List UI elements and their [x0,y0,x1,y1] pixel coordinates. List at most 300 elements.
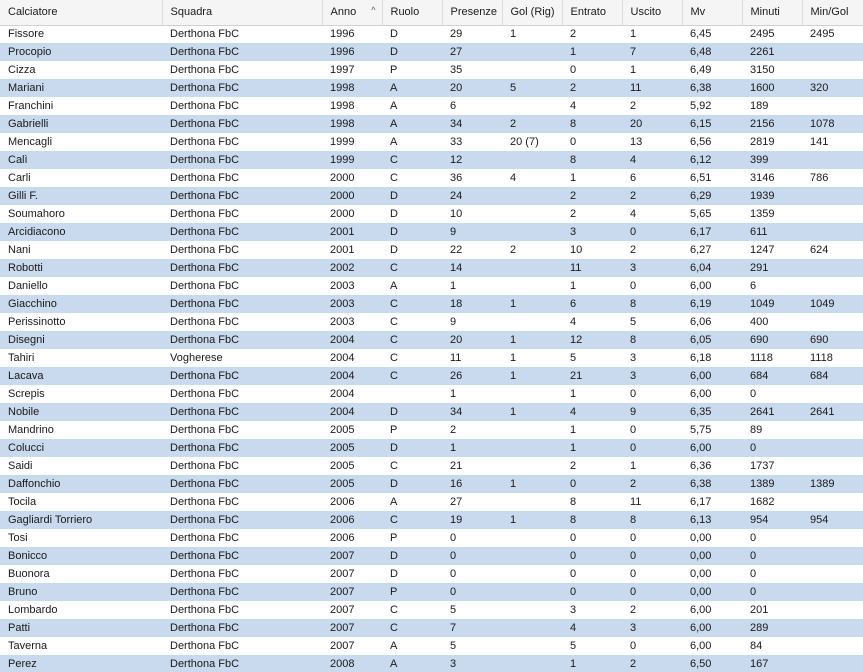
cell-uscito: 8 [630,298,637,310]
cell-presenze: 24 [450,190,463,202]
cell-ruolo: C [390,352,398,364]
cell-minuti: 400 [750,316,769,328]
cell-gol-rig [502,637,562,655]
cell-ruolo: A [390,496,398,508]
cell-squadra: Derthona FbC [170,622,240,634]
cell-squadra: Derthona FbC [170,460,240,472]
cell-entrato: 0 [570,586,577,598]
cell-presenze: 5 [450,604,457,616]
table-row[interactable] [0,79,863,97]
cell-gol-rig: 1 [510,28,517,41]
column-header-min-gol[interactable] [802,0,863,25]
cell-mv: 6,36 [690,460,712,472]
column-header-label: Min/Gol [810,6,849,19]
cell-entrato: 2 [570,82,577,94]
cell-minuti: 2495 [750,28,775,41]
cell-gol-rig [502,601,562,619]
cell-mv: 5,65 [690,208,712,220]
cell-mv: 0,00 [690,568,712,580]
cell-presenze: 34 [450,118,463,130]
cell-squadra: Derthona FbC [170,280,240,292]
cell-min-gol: 684 [810,370,829,382]
cell-presenze: 27 [450,46,463,58]
cell-ruolo: D [390,478,398,490]
cell-uscito: 2 [630,190,637,202]
cell-calciatore: Franchini [8,100,54,112]
cell-calciatore: Bruno [8,586,38,598]
cell-ruolo: P [390,424,398,436]
cell-minuti: 954 [750,514,769,526]
cell-min-gol [802,529,863,547]
table-row[interactable] [0,493,863,511]
cell-ruolo: D [390,46,398,58]
cell-uscito: 3 [630,352,637,364]
table-row[interactable] [0,367,863,385]
cell-mv: 6,00 [690,370,712,382]
cell-min-gol [802,223,863,241]
cell-calciatore: Daniello [8,280,48,292]
cell-min-gol [802,457,863,475]
cell-gol-rig [502,655,562,672]
cell-min-gol [802,97,863,115]
cell-anno: 2004 [330,406,355,418]
cell-uscito: 3 [630,622,637,634]
cell-uscito: 3 [630,262,637,274]
cell-mv: 0,00 [690,532,712,544]
cell-mv: 6,38 [690,82,712,94]
cell-calciatore: Daffonchio [8,478,61,490]
cell-gol-rig: 4 [510,172,517,184]
cell-anno: 2005 [330,442,355,454]
cell-anno: 2005 [330,424,355,436]
column-header-presenze[interactable] [442,0,502,25]
cell-gol-rig [502,565,562,583]
column-header-calciatore[interactable] [0,0,162,25]
cell-entrato: 5 [570,352,577,364]
table-row[interactable] [0,331,863,349]
cell-minuti: 89 [750,424,763,436]
cell-entrato: 8 [570,514,577,526]
cell-calciatore: Bonicco [8,550,48,562]
cell-ruolo: C [390,460,398,472]
cell-anno: 2006 [330,496,355,508]
table-row[interactable] [0,475,863,493]
cell-anno: 2007 [330,550,355,562]
table-row[interactable] [0,421,863,439]
cell-squadra: Derthona FbC [170,190,240,202]
cell-mv: 0,00 [690,550,712,562]
cell-squadra: Derthona FbC [170,550,240,562]
cell-presenze: 0 [450,568,457,580]
cell-entrato: 2 [570,460,577,472]
cell-gol-rig [502,529,562,547]
cell-mv: 6,00 [690,388,712,400]
table-row[interactable] [0,133,863,151]
cell-uscito: 4 [630,154,637,166]
table-row[interactable] [0,637,863,655]
cell-squadra: Derthona FbC [170,244,240,256]
cell-uscito: 20 [630,118,643,130]
cell-squadra: Vogherese [170,352,223,364]
cell-calciatore: Saidi [8,460,33,472]
cell-gol-rig [502,205,562,223]
cell-uscito: 0 [630,280,637,292]
cell-presenze: 0 [450,532,457,544]
cell-gol-rig: 20 (7) [510,136,539,148]
cell-minuti: 1389 [750,478,775,490]
cell-min-gol [802,601,863,619]
table-row[interactable] [0,259,863,277]
cell-anno: 2006 [330,532,355,544]
cell-anno: 1999 [330,154,355,166]
cell-entrato: 6 [570,298,577,310]
cell-uscito: 2 [630,604,637,616]
cell-ruolo: C [390,154,398,166]
cell-presenze: 29 [450,28,463,41]
cell-gol-rig [502,277,562,295]
cell-ruolo: A [390,640,398,652]
cell-ruolo: A [390,136,398,148]
table-row[interactable] [0,403,863,421]
cell-uscito: 5 [630,316,637,328]
table-row[interactable] [0,601,863,619]
cell-calciatore: Lacava [8,370,44,382]
cell-min-gol [802,439,863,457]
cell-mv: 6,00 [690,622,712,634]
cell-presenze: 27 [450,496,463,508]
cell-calciatore: Tocila [8,496,37,508]
cell-uscito: 2 [630,244,637,256]
cell-entrato: 4 [570,100,577,112]
cell-mv: 6,05 [690,334,712,346]
cell-ruolo: A [390,118,398,130]
cell-calciatore: Mariani [8,82,45,94]
cell-calciatore: Mandrino [8,424,54,436]
cell-squadra: Derthona FbC [170,370,240,382]
cell-entrato: 0 [570,64,577,76]
cell-calciatore: Calì [8,154,28,166]
cell-squadra: Derthona FbC [170,424,240,436]
table-row[interactable] [0,565,863,583]
cell-uscito: 1 [630,460,637,472]
cell-min-gol [802,619,863,637]
cell-ruolo: P [390,64,398,76]
cell-ruolo: C [390,604,398,616]
cell-mv: 6,17 [690,226,712,238]
cell-anno: 2007 [330,568,355,580]
cell-ruolo: D [390,226,398,238]
cell-minuti: 201 [750,604,769,616]
cell-squadra: Derthona FbC [170,604,240,616]
table-row[interactable] [0,61,863,79]
table-row[interactable] [0,511,863,529]
cell-mv: 6,45 [690,28,712,41]
cell-minuti: 0 [750,388,757,400]
cell-minuti: 399 [750,154,769,166]
table-row[interactable] [0,25,863,43]
cell-ruolo: P [390,532,398,544]
cell-mv: 5,92 [690,100,712,112]
cell-uscito: 9 [630,406,637,418]
cell-presenze: 18 [450,298,463,310]
cell-calciatore: Gagliardi Torriero [8,514,93,526]
cell-anno: 2007 [330,622,355,634]
cell-minuti: 1682 [750,496,775,508]
cell-anno: 2007 [330,640,355,652]
cell-presenze: 14 [450,262,463,274]
table-row[interactable] [0,223,863,241]
cell-mv: 6,38 [690,478,712,490]
table-row[interactable] [0,43,863,61]
cell-squadra: Derthona FbC [170,442,240,454]
column-header-entrato[interactable] [562,0,622,25]
cell-min-gol: 954 [810,514,829,526]
cell-presenze: 34 [450,406,463,418]
table-row[interactable] [0,169,863,187]
table-row[interactable] [0,205,863,223]
cell-presenze: 1 [450,442,457,454]
cell-uscito: 0 [630,388,637,400]
cell-mv: 6,48 [690,46,712,58]
cell-uscito: 6 [630,172,637,184]
cell-squadra: Derthona FbC [170,388,240,400]
cell-min-gol [802,493,863,511]
cell-min-gol: 1078 [810,118,835,130]
cell-gol-rig [502,313,562,331]
cell-anno: 2003 [330,298,355,310]
cell-minuti: 2261 [750,46,775,58]
table-row[interactable] [0,349,863,367]
cell-min-gol [802,421,863,439]
cell-minuti: 1359 [750,208,775,220]
cell-presenze: 36 [450,172,463,184]
cell-presenze: 9 [450,316,457,328]
cell-minuti: 3146 [750,172,775,184]
cell-squadra: Derthona FbC [170,496,240,508]
cell-mv: 6,19 [690,298,712,310]
cell-anno: 2000 [330,172,355,184]
cell-calciatore: Tahiri [8,352,35,364]
cell-squadra: Derthona FbC [170,28,240,41]
cell-min-gol [802,655,863,672]
cell-minuti: 289 [750,622,769,634]
cell-anno: 2008 [330,658,355,670]
cell-calciatore: Gilli F. [8,190,38,202]
cell-anno: 2001 [330,226,355,238]
cell-calciatore: Perissinotto [8,316,66,328]
cell-calciatore: Lombardo [8,604,58,616]
cell-gol-rig: 2 [510,244,517,256]
cell-squadra: Derthona FbC [170,640,240,652]
cell-minuti: 0 [750,568,757,580]
cell-entrato: 1 [570,172,577,184]
cell-entrato: 1 [570,442,577,454]
column-header-label: Presenze [450,6,497,19]
cell-ruolo [382,385,442,403]
cell-presenze: 1 [450,280,457,292]
cell-minuti: 84 [750,640,763,652]
cell-uscito: 1 [630,28,637,41]
cell-gol-rig [502,493,562,511]
cell-mv: 6,27 [690,244,712,256]
cell-squadra: Derthona FbC [170,532,240,544]
cell-ruolo: D [390,406,398,418]
table-row[interactable] [0,583,863,601]
table-row[interactable] [0,241,863,259]
column-header-anno[interactable] [322,0,382,25]
table-row[interactable] [0,655,863,672]
cell-uscito: 2 [630,658,637,670]
cell-entrato: 3 [570,226,577,238]
cell-anno: 1998 [330,82,355,94]
cell-presenze: 21 [450,460,463,472]
cell-minuti: 0 [750,586,757,598]
cell-anno: 1997 [330,64,355,76]
table-row[interactable] [0,457,863,475]
cell-mv: 6,49 [690,64,712,76]
cell-anno: 2003 [330,280,355,292]
cell-entrato: 1 [570,46,577,58]
cell-anno: 2007 [330,586,355,598]
cell-mv: 6,18 [690,352,712,364]
cell-gol-rig: 1 [510,478,517,490]
column-header-minuti[interactable] [742,0,802,25]
column-header-label: Mv [690,6,706,19]
table-row[interactable] [0,187,863,205]
cell-presenze: 9 [450,226,457,238]
table-row[interactable] [0,619,863,637]
cell-minuti: 167 [750,658,769,670]
column-header-label: Squadra [170,6,213,19]
cell-entrato: 1 [570,424,577,436]
cell-min-gol: 141 [810,136,829,148]
cell-calciatore: Colucci [8,442,45,454]
cell-gol-rig [502,457,562,475]
cell-anno: 1998 [330,100,355,112]
cell-gol-rig: 1 [510,298,517,310]
cell-entrato: 0 [570,136,577,148]
cell-presenze: 20 [450,82,463,94]
column-header-mv[interactable] [682,0,742,25]
cell-presenze: 0 [450,550,457,562]
cell-uscito: 1 [630,64,637,76]
cell-min-gol [802,637,863,655]
cell-minuti: 1247 [750,244,775,256]
cell-calciatore: Gabrielli [8,118,49,130]
cell-ruolo: D [390,28,398,41]
cell-gol-rig: 1 [510,334,517,346]
table-row[interactable] [0,439,863,457]
column-header-ruolo[interactable] [382,0,442,25]
cell-presenze: 26 [450,370,463,382]
table-row[interactable] [0,547,863,565]
cell-presenze: 2 [450,424,457,436]
cell-gol-rig [502,223,562,241]
cell-squadra: Derthona FbC [170,46,240,58]
cell-squadra: Derthona FbC [170,478,240,490]
cell-anno: 1996 [330,28,355,41]
table-row[interactable] [0,385,863,403]
cell-entrato: 1 [570,280,577,292]
cell-mv: 6,12 [690,154,712,166]
cell-uscito: 0 [630,550,637,562]
table-row[interactable] [0,115,863,133]
cell-gol-rig [502,619,562,637]
cell-mv: 6,35 [690,406,712,418]
cell-min-gol [802,259,863,277]
cell-minuti: 2156 [750,118,775,130]
column-header-uscito[interactable] [622,0,682,25]
cell-calciatore: Mencagli [8,136,53,148]
cell-mv: 5,75 [690,424,712,436]
cell-anno: 2000 [330,190,355,202]
cell-gol-rig [502,259,562,277]
cell-anno: 2004 [330,370,355,382]
table-row[interactable] [0,277,863,295]
cell-presenze: 33 [450,136,463,148]
cell-minuti: 1737 [750,460,775,472]
cell-ruolo: D [390,244,398,256]
cell-anno: 2004 [330,352,355,364]
cell-minuti: 0 [750,442,757,454]
column-header-label: Anno [330,6,357,19]
cell-calciatore: Giacchino [8,298,57,310]
column-header-label: Ruolo [390,6,420,19]
cell-mv: 6,56 [690,136,712,148]
cell-gol-rig [502,421,562,439]
column-header-label: Uscito [630,6,662,19]
cell-calciatore: Arcidiacono [8,226,66,238]
cell-mv: 6,04 [690,262,712,274]
cell-minuti: 684 [750,370,769,382]
cell-gol-rig [502,43,562,61]
cell-squadra: Derthona FbC [170,136,240,148]
cell-uscito: 8 [630,334,637,346]
cell-gol-rig [502,187,562,205]
cell-ruolo: D [390,442,398,454]
cell-ruolo: C [390,316,398,328]
cell-squadra: Derthona FbC [170,514,240,526]
cell-min-gol [802,277,863,295]
cell-gol-rig: 1 [510,514,517,526]
cell-mv: 6,50 [690,658,712,670]
table-row[interactable] [0,529,863,547]
cell-presenze: 12 [450,154,463,166]
cell-squadra: Derthona FbC [170,82,240,94]
cell-minuti: 690 [750,334,769,346]
cell-squadra: Derthona FbC [170,226,240,238]
cell-ruolo: C [390,514,398,526]
table-row[interactable] [0,97,863,115]
cell-min-gol [802,547,863,565]
table-body [0,25,863,672]
cell-uscito: 13 [630,136,643,148]
table-row[interactable] [0,313,863,331]
cell-entrato: 1 [570,388,577,400]
cell-gol-rig: 5 [510,82,517,94]
cell-anno: 1996 [330,46,355,58]
table-row[interactable] [0,151,863,169]
table-row[interactable] [0,295,863,313]
chevron-up-icon[interactable]: ^ [371,5,376,15]
cell-minuti: 189 [750,100,769,112]
cell-entrato: 5 [570,640,577,652]
column-header-label: Minuti [750,6,780,19]
column-header-squadra[interactable] [162,0,322,25]
cell-ruolo: A [390,82,398,94]
cell-ruolo: D [390,550,398,562]
column-header-gol-rig[interactable] [502,0,562,25]
